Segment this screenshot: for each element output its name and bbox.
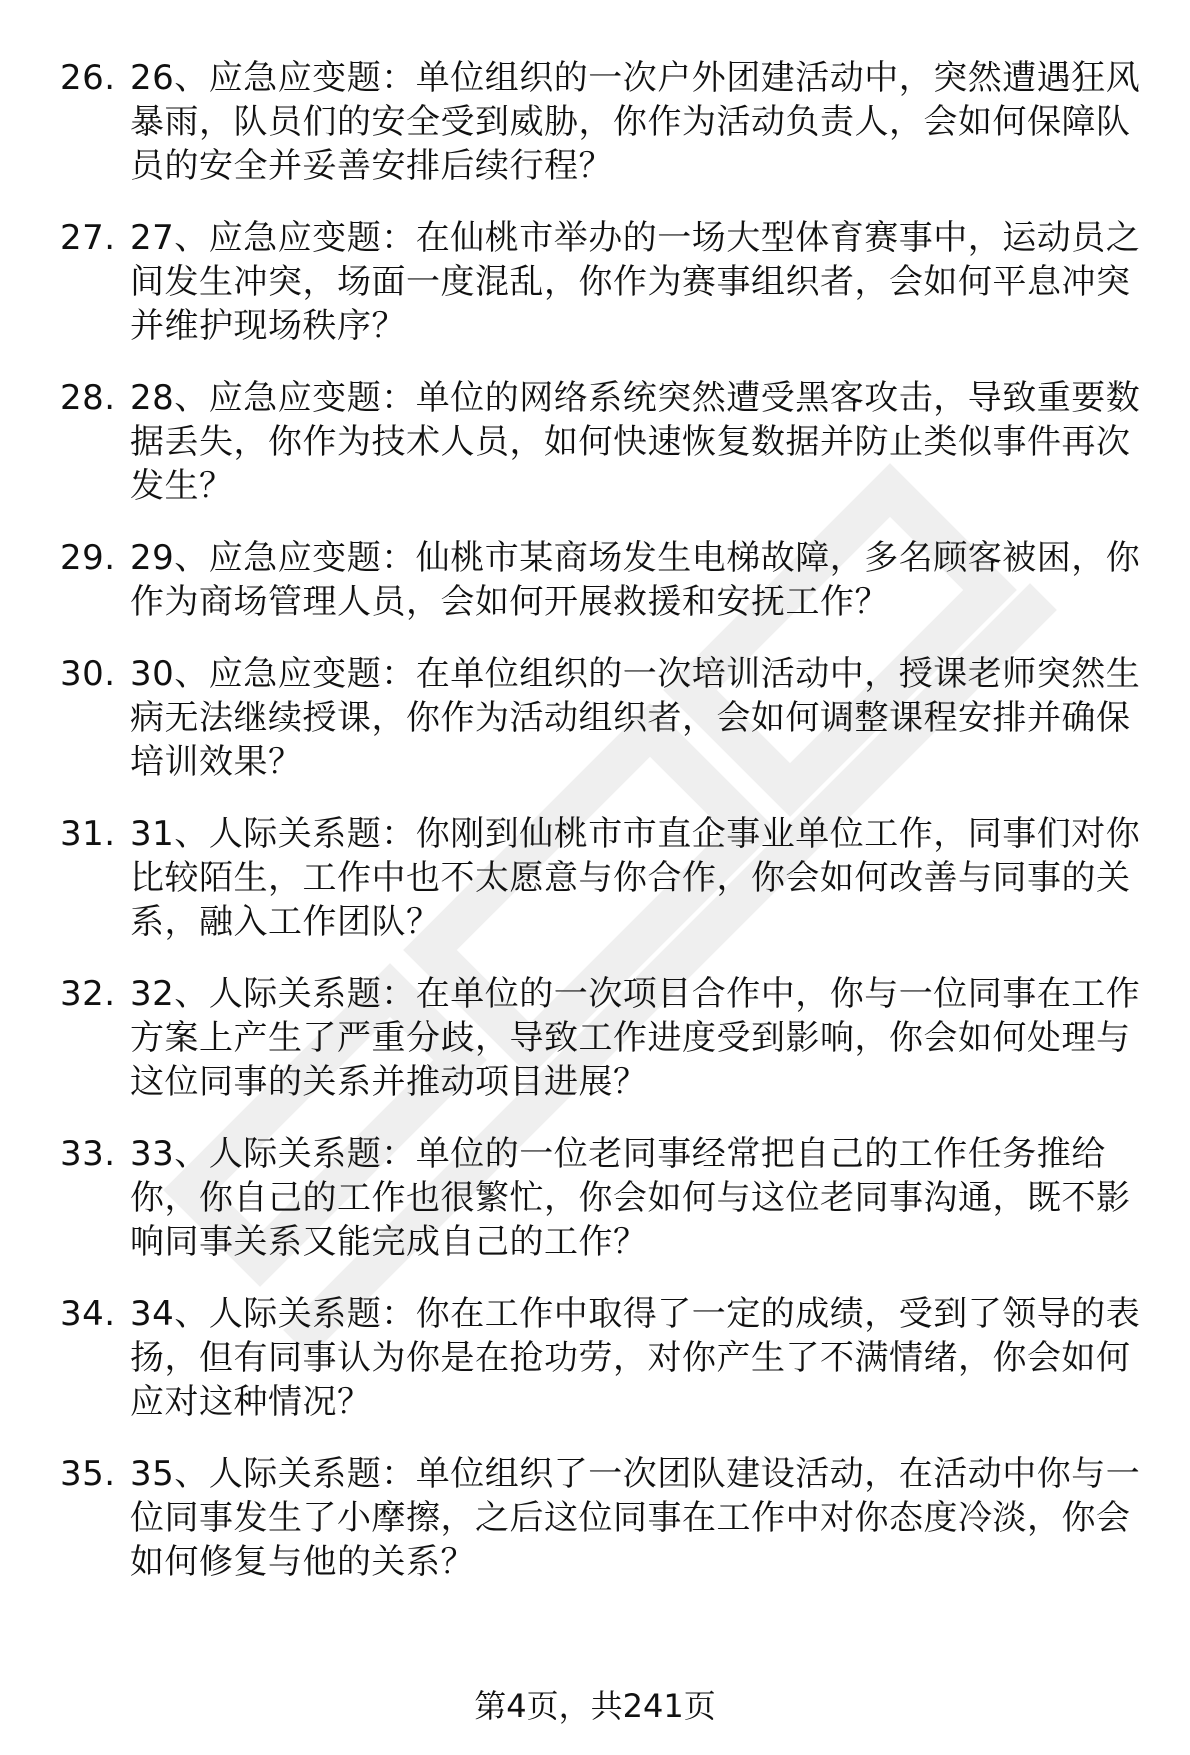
question-text: 32、人际关系题：在单位的一次项目合作中，你与一位同事在工作方案上产生了严重分歧，导致工作进度受到影响，你会如何处理与这位同事的关系并推动项目进展？: [130, 974, 1141, 1102]
question-item-27: [60, 216, 1150, 348]
question-item-33: [60, 1132, 1150, 1264]
question-number: 33.: [60, 1134, 116, 1174]
question-text: 27、应急应变题：在仙桃市举办的一场大型体育赛事中，运动员之间发生冲突，场面一度混乱，你作为赛事组织者，会如何平息冲突并维护现场秩序？: [130, 218, 1141, 346]
question-text: 30、应急应变题：在单位组织的一次培训活动中，授课老师突然生病无法继续授课，你作为活动组织者，会如何调整课程安排并确保培训效果？: [130, 654, 1141, 782]
question-text: 28、应急应变题：单位的网络系统突然遭受黑客攻击，导致重要数据丢失，你作为技术人员，如何快速恢复数据并防止类似事件再次发生？: [130, 378, 1141, 506]
question-list: [60, 56, 1150, 1612]
question-text: 31、人际关系题：你刚到仙桃市市直企事业单位工作，同事们对你比较陌生，工作中也不太愿意与你合作，你会如何改善与同事的关系，融入工作团队？: [130, 814, 1141, 942]
question-number: 31.: [60, 814, 116, 854]
question-number: 32.: [60, 974, 116, 1014]
question-number: 26.: [60, 58, 116, 98]
question-text: 29、应急应变题：仙桃市某商场发生电梯故障，多名顾客被困，你作为商场管理人员，会如何开展救援和安抚工作？: [130, 538, 1141, 622]
question-item-26: [60, 56, 1150, 188]
question-text: 33、人际关系题：单位的一位老同事经常把自己的工作任务推给你，你自己的工作也很繁忙，你会如何与这位老同事沟通，既不影响同事关系又能完成自己的工作？: [130, 1134, 1131, 1262]
question-item-30: [60, 652, 1150, 784]
question-number: 30.: [60, 654, 116, 694]
question-number: 29.: [60, 538, 116, 578]
question-item-29: [60, 536, 1150, 624]
question-item-28: [60, 376, 1150, 508]
question-number: 27.: [60, 218, 116, 258]
question-text: 26、应急应变题：单位组织的一次户外团建活动中，突然遭遇狂风暴雨，队员们的安全受到威胁，你作为活动负责人，会如何保障队员的安全并妥善安排后续行程？: [130, 58, 1141, 186]
question-item-34: [60, 1292, 1150, 1424]
question-text: 34、人际关系题：你在工作中取得了一定的成绩，受到了领导的表扬，但有同事认为你是在抢功劳，对你产生了不满情绪，你会如何应对这种情况？: [130, 1294, 1141, 1422]
question-number: 34.: [60, 1294, 116, 1334]
question-item-35: [60, 1452, 1150, 1584]
page-footer: 第4页，共241页: [474, 1687, 716, 1725]
question-item-32: [60, 972, 1150, 1104]
question-number: 35.: [60, 1454, 116, 1494]
question-number: 28.: [60, 378, 116, 418]
question-item-31: [60, 812, 1150, 944]
question-text: 35、人际关系题：单位组织了一次团队建设活动，在活动中你与一位同事发生了小摩擦，之后这位同事在工作中对你态度冷淡，你会如何修复与他的关系？: [130, 1454, 1141, 1582]
